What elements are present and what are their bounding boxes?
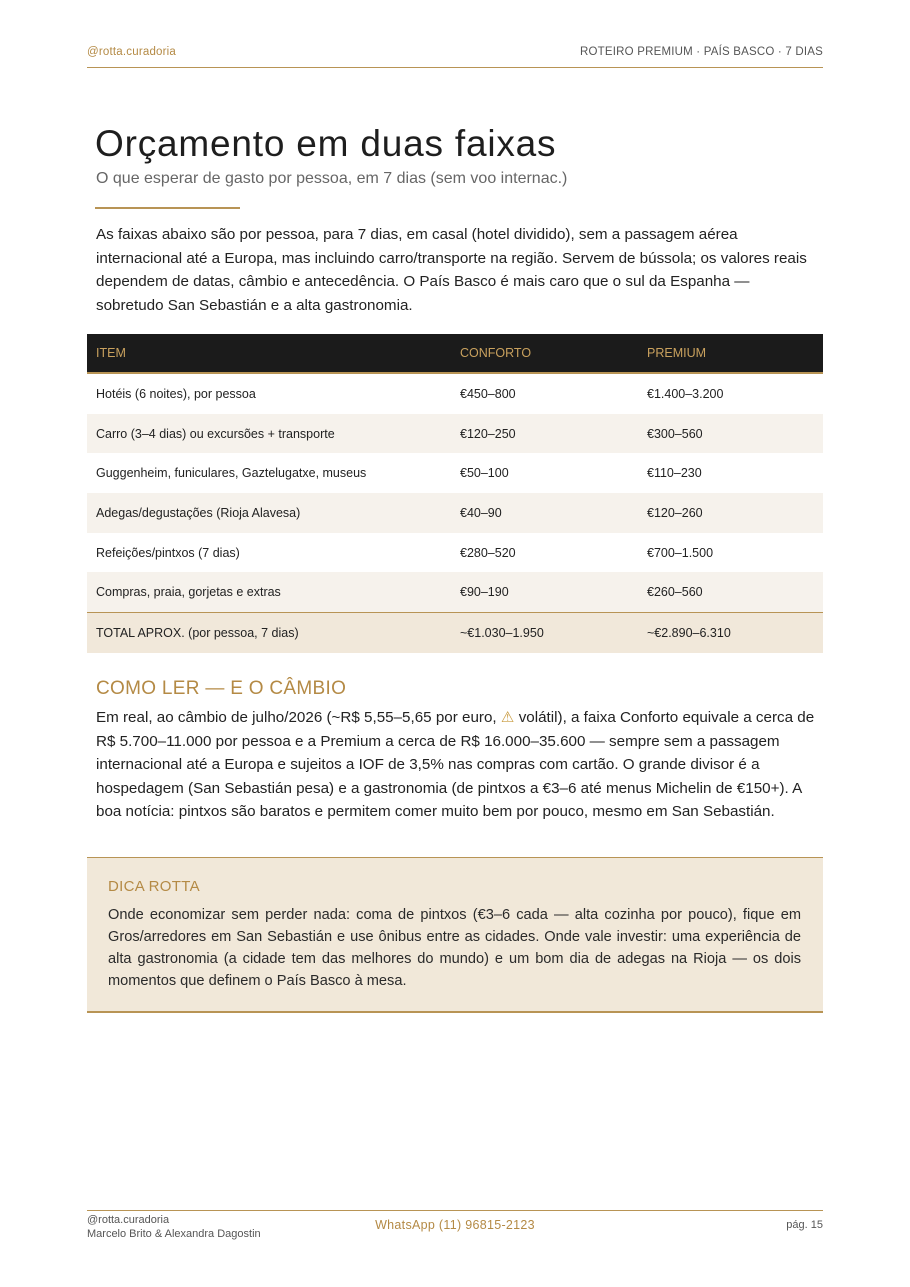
title-divider	[95, 207, 240, 209]
row-item: Adegas/degustações (Rioja Alavesa)	[87, 493, 451, 533]
footer-whatsapp: WhatsApp (11) 96815-2123	[375, 1218, 535, 1232]
row-conforto: €120–250	[451, 414, 638, 454]
page-title: Orçamento em duas faixas	[95, 123, 557, 164]
row-item: Refeições/pintxos (7 dias)	[96, 545, 240, 560]
row-item: Compras, praia, gorjetas e extras	[87, 572, 451, 612]
page-subtitle: O que esperar de gasto por pessoa, em 7 dias (sem voo internac.)	[96, 170, 568, 187]
table-row	[87, 533, 823, 573]
table-row	[87, 414, 823, 454]
tip-body: Onde economizar sem perder nada: coma de pintxos (€3–6 cada — alta cozinha por pouco), fique em Gros/arredores em San Sebastián e use ônibus entre as cidades. Onde vale investir: uma experiência de alta gastronomia (a cidade tem das melhores do mundo) e um bom dia de adegas na Rioja — os dois momentos que definem o País Basco à mesa.	[108, 907, 801, 989]
row-premium: €110–230	[647, 466, 702, 481]
page-number: pág. 15	[786, 1219, 823, 1231]
row-conforto: €450–800	[460, 386, 516, 401]
table-row	[87, 373, 823, 414]
row-premium: €120–260	[638, 493, 823, 533]
row-conforto: €50–100	[460, 466, 509, 481]
intro-paragraph: As faixas abaixo são por pessoa, para 7 dias, em casal (hotel dividido), sem a passagem aérea internacional até a Europa, mas incluindo carro/transporte na região. Servem de bússola; os valores reais dependem de datas, câmbio e antecedência. O País Basco é mais caro que o sul da Espanha — sobretudo San Sebastián e a alta gastronomia.	[96, 226, 807, 314]
column-header-conforto: CONFORTO	[451, 334, 638, 373]
row-premium: €700–1.500	[647, 545, 714, 560]
footer-authors: Marcelo Brito & Alexandra Dagostin	[87, 1228, 261, 1240]
table-row	[87, 493, 823, 533]
column-header-premium: PREMIUM	[638, 334, 823, 373]
row-premium: €300–560	[638, 414, 823, 454]
row-conforto: €40–90	[451, 493, 638, 533]
table-row	[87, 572, 823, 612]
row-item: Hotéis (6 noites), por pessoa	[96, 386, 256, 401]
section-text-part2: volátil), a faixa Conforto equivale a cerca de R$ 5.700–11.000 por pessoa e a Premium a cerca de R$ 16.000–35.600 — sempre sem a passagem internacional até a Europa e sujeitos a IOF de 3,5% nas compras com cartão. O grande divisor é a hospedagem (San Sebastián pesa) e a gastronomia (de pintxos a €3–6 até menus Michelin de €150+). A boa notícia: pintxos são baratos e permitem comer muito bem por pouco, mesmo em San Sebastián.	[96, 709, 815, 820]
section-paragraph	[96, 706, 818, 824]
table-header-row	[87, 334, 823, 373]
tip-box	[87, 857, 823, 1013]
header-handle: @rotta.curadoria	[87, 46, 177, 58]
page-footer	[87, 1210, 823, 1245]
total-conforto: ~€1.030–1.950	[451, 613, 638, 653]
footer-handle: @rotta.curadoria	[87, 1214, 170, 1226]
row-item: Carro (3–4 dias) ou excursões + transporte	[87, 414, 451, 454]
page-header	[87, 46, 823, 68]
row-conforto: €90–190	[451, 572, 638, 612]
section-text-part1: Em real, ao câmbio de julho/2026 (~R$ 5,55–5,65 por euro,	[96, 709, 501, 726]
row-premium: €260–560	[638, 572, 823, 612]
total-premium: ~€2.890–6.310	[638, 613, 823, 653]
row-conforto: €280–520	[460, 545, 516, 560]
budget-table	[87, 334, 823, 653]
tip-title: DICA ROTTA	[108, 878, 200, 895]
table-row	[87, 453, 823, 493]
row-premium: €1.400–3.200	[647, 386, 724, 401]
table-total-row	[87, 613, 823, 653]
total-label: TOTAL APROX. (por pessoa, 7 dias)	[87, 613, 451, 653]
section-title: COMO LER — E O CÂMBIO	[96, 678, 347, 699]
column-header-item: ITEM	[87, 334, 451, 373]
warning-icon: ⚠	[500, 709, 515, 726]
row-item: Guggenheim, funiculares, Gaztelugatxe, museus	[96, 466, 367, 481]
header-doc-title: ROTEIRO PREMIUM · PAÍS BASCO · 7 DIAS	[580, 46, 823, 58]
